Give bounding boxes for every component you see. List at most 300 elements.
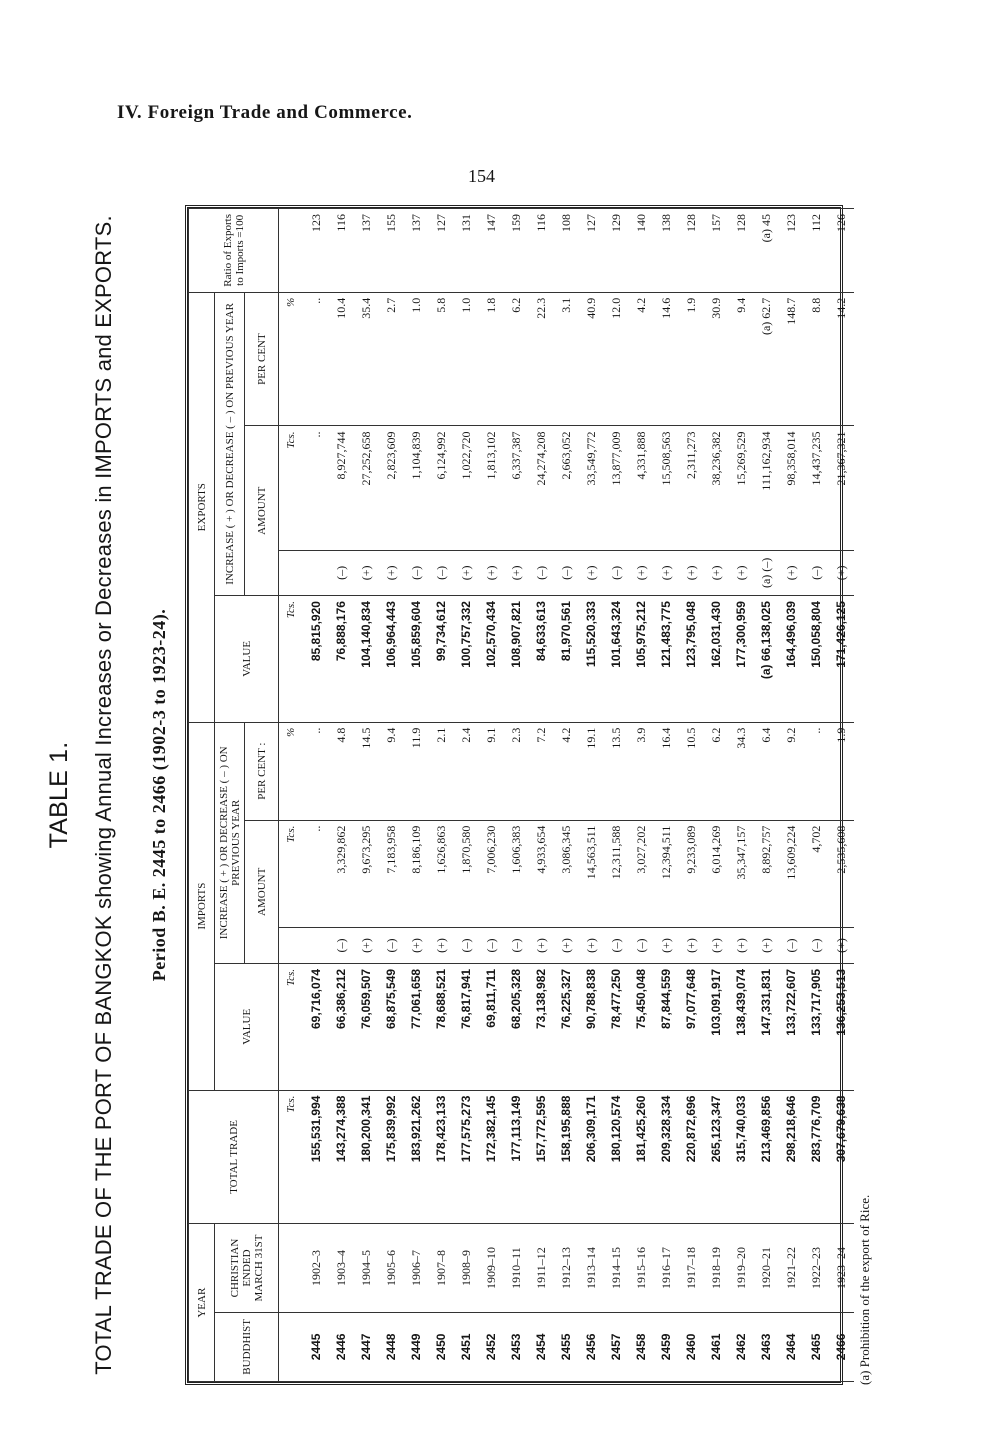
cell-total-trade: 209,328,334: [654, 1090, 679, 1224]
table-row: [354, 209, 379, 1382]
cell-buddhist-year: 2463: [754, 1312, 779, 1381]
unit-tcs: Tcs.: [279, 596, 305, 723]
header-exports-per-cent: PER CENT: [245, 292, 279, 426]
cell-exports-amount: 14,437,235: [804, 426, 829, 550]
cell-exports-sign: (+): [704, 550, 729, 595]
cell-total-trade: 213,469,856: [754, 1090, 779, 1224]
cell-christian-year: 1908–9: [454, 1224, 479, 1312]
cell-christian-year: 1912–13: [554, 1224, 579, 1312]
cell-imports-per-cent: 19.1: [579, 722, 604, 820]
cell-christian-year: 1914–15: [604, 1224, 629, 1312]
cell-exports-amount: 6,124,992: [429, 426, 454, 550]
cell-imports-per-cent: 2.1: [429, 722, 454, 820]
cell-buddhist-year: 2455: [554, 1312, 579, 1381]
table-row: [454, 209, 479, 1382]
cell-christian-year: 1920–21: [754, 1224, 779, 1312]
cell-buddhist-year: 2460: [679, 1312, 704, 1381]
cell-exports-sign: (+): [679, 550, 704, 595]
unit-pct: %: [279, 292, 305, 426]
unit-tcs: Tcs.: [279, 963, 305, 1090]
cell-imports-per-cent: 6.2: [704, 722, 729, 820]
cell-exports-sign: (a) (–): [754, 550, 779, 595]
cell-exports-value: 102,570,434: [479, 596, 504, 723]
header-exports-value: VALUE: [215, 596, 279, 723]
cell-ratio: 108: [554, 209, 579, 293]
cell-buddhist-year: 2449: [404, 1312, 429, 1381]
cell-imports-per-cent: 4.8: [329, 722, 354, 820]
trade-table: [188, 208, 854, 1382]
cell-imports-amount: 7,006,230: [479, 820, 504, 927]
unit-row: [279, 209, 305, 1382]
cell-exports-amount: 15,508,563: [654, 426, 679, 550]
cell-buddhist-year: 2446: [329, 1312, 354, 1381]
cell-exports-amount: 6,337,387: [504, 426, 529, 550]
cell-exports-per-cent: 8.8: [804, 292, 829, 426]
cell-imports-sign: (–): [504, 928, 529, 964]
table-row: [554, 209, 579, 1382]
cell-exports-sign: (–): [329, 550, 354, 595]
cell-imports-sign: (+): [704, 928, 729, 964]
cell-christian-year: 1921–22: [779, 1224, 804, 1312]
table-row: [579, 209, 604, 1382]
cell-exports-per-cent: 30.9: [704, 292, 729, 426]
cell-imports-value: 73,138,982: [529, 963, 554, 1090]
header-imports-amount: AMOUNT: [245, 820, 279, 963]
cell-exports-sign: (+): [379, 550, 404, 595]
cell-exports-value: 115,520,333: [579, 596, 604, 723]
header-ratio: Ratio of Exports to Imports =100: [189, 209, 279, 293]
cell-exports-per-cent: 12.0: [604, 292, 629, 426]
cell-buddhist-year: 2454: [529, 1312, 554, 1381]
cell-exports-per-cent: 10.4: [329, 292, 354, 426]
cell-imports-per-cent: ..: [304, 722, 329, 820]
table-period: Period B. E. 2445 to 2466 (1902-3 to 1923-24).: [149, 608, 169, 982]
cell-ratio: 127: [429, 209, 454, 293]
cell-total-trade: 183,921,262: [404, 1090, 429, 1224]
cell-total-trade: 158,195,888: [554, 1090, 579, 1224]
cell-exports-value: 150,058,804: [804, 596, 829, 723]
table-row: [654, 209, 679, 1382]
cell-exports-per-cent: 1.0: [454, 292, 479, 426]
cell-imports-per-cent: 2.4: [454, 722, 479, 820]
cell-imports-per-cent: 34.3: [729, 722, 754, 820]
cell-buddhist-year: 2456: [579, 1312, 604, 1381]
cell-buddhist-year: 2462: [729, 1312, 754, 1381]
cell-exports-amount: 111,162,934: [754, 426, 779, 550]
unit-tcs: Tcs.: [279, 1090, 305, 1224]
cell-exports-amount: 38,236,382: [704, 426, 729, 550]
cell-christian-year: 1923–24: [829, 1224, 854, 1312]
cell-imports-amount: 8,892,757: [754, 820, 779, 927]
cell-exports-value: 108,907,821: [504, 596, 529, 723]
cell-imports-amount: 1,870,580: [454, 820, 479, 927]
cell-ratio: 116: [529, 209, 554, 293]
cell-exports-amount: 4,331,888: [629, 426, 654, 550]
header-imports-per-cent: PER CENT :: [245, 722, 279, 820]
header-total-trade: TOTAL TRADE: [189, 1090, 279, 1224]
cell-imports-sign: (+): [554, 928, 579, 964]
cell-exports-sign: (+): [729, 550, 754, 595]
cell-exports-value: 105,975,212: [629, 596, 654, 723]
table-row: [729, 209, 754, 1382]
cell-christian-year: 1916–17: [654, 1224, 679, 1312]
cell-ratio: 112: [804, 209, 829, 293]
cell-exports-amount: 1,022,720: [454, 426, 479, 550]
cell-exports-amount: 24,274,208: [529, 426, 554, 550]
table-row: [779, 209, 804, 1382]
cell-exports-amount: 21,367,321: [829, 426, 854, 550]
cell-ratio: 123: [779, 209, 804, 293]
cell-imports-sign: (–): [379, 928, 404, 964]
cell-ratio: 116: [329, 209, 354, 293]
cell-imports-sign: (–): [779, 928, 804, 964]
cell-exports-amount: 15,269,529: [729, 426, 754, 550]
cell-exports-value: 106,964,443: [379, 596, 404, 723]
cell-christian-year: 1915–16: [629, 1224, 654, 1312]
unit-tcs: Tcs.: [279, 426, 305, 550]
cell-exports-sign: (+): [479, 550, 504, 595]
cell-imports-value: 77,061,658: [404, 963, 429, 1090]
cell-buddhist-year: 2453: [504, 1312, 529, 1381]
cell-imports-sign: [304, 928, 329, 964]
cell-exports-sign: (+): [829, 550, 854, 595]
cell-imports-value: 87,844,559: [654, 963, 679, 1090]
cell-imports-amount: 7,183,958: [379, 820, 404, 927]
cell-imports-sign: (–): [629, 928, 654, 964]
cell-christian-year: 1902–3: [304, 1224, 329, 1312]
cell-total-trade: 298,218,646: [779, 1090, 804, 1224]
cell-imports-per-cent: 14.5: [354, 722, 379, 820]
cell-ratio: (a) 45: [754, 209, 779, 293]
cell-buddhist-year: 2464: [779, 1312, 804, 1381]
cell-imports-sign: (+): [579, 928, 604, 964]
cell-imports-per-cent: 4.2: [554, 722, 579, 820]
cell-buddhist-year: 2445: [304, 1312, 329, 1381]
cell-imports-value: 103,091,917: [704, 963, 729, 1090]
cell-imports-amount: 12,311,588: [604, 820, 629, 927]
cell-christian-year: 1904–5: [354, 1224, 379, 1312]
cell-christian-year: 1917–18: [679, 1224, 704, 1312]
cell-imports-value: 147,331,831: [754, 963, 779, 1090]
cell-total-trade: 180,120,574: [604, 1090, 629, 1224]
header-exports: EXPORTS: [189, 292, 215, 722]
cell-ratio: 128: [679, 209, 704, 293]
cell-exports-sign: (–): [554, 550, 579, 595]
cell-exports-value: 99,734,612: [429, 596, 454, 723]
cell-exports-per-cent: 9.4: [729, 292, 754, 426]
cell-total-trade: 181,425,260: [629, 1090, 654, 1224]
cell-imports-per-cent: 6.4: [754, 722, 779, 820]
cell-imports-value: 133,717,905: [804, 963, 829, 1090]
cell-imports-amount: 9,233,089: [679, 820, 704, 927]
cell-total-trade: 175,839,992: [379, 1090, 404, 1224]
table-row: [804, 209, 829, 1382]
cell-exports-value: 162,031,430: [704, 596, 729, 723]
cell-imports-value: 76,059,507: [354, 963, 379, 1090]
cell-exports-sign: (–): [529, 550, 554, 595]
header-exports-amount: AMOUNT: [245, 426, 279, 596]
cell-exports-amount: 8,927,744: [329, 426, 354, 550]
cell-buddhist-year: 2457: [604, 1312, 629, 1381]
cell-ratio: 123: [304, 209, 329, 293]
cell-exports-amount: 2,311,273: [679, 426, 704, 550]
cell-buddhist-year: 2465: [804, 1312, 829, 1381]
cell-imports-amount: 4,933,654: [529, 820, 554, 927]
cell-exports-amount: 98,358,014: [779, 426, 804, 550]
cell-exports-per-cent: 14.2: [829, 292, 854, 426]
cell-christian-year: 1913–14: [579, 1224, 604, 1312]
cell-imports-amount: 35,347,157: [729, 820, 754, 927]
table-frame: [185, 205, 848, 1385]
table-body: [279, 209, 855, 1382]
table-row: [329, 209, 354, 1382]
cell-imports-sign: (+): [529, 928, 554, 964]
cell-imports-value: 133,722,607: [779, 963, 804, 1090]
cell-total-trade: 220,872,696: [679, 1090, 704, 1224]
cell-total-trade: 177,113,149: [504, 1090, 529, 1224]
cell-christian-year: 1922–23: [804, 1224, 829, 1312]
cell-imports-per-cent: 9.1: [479, 722, 504, 820]
cell-imports-value: 68,875,549: [379, 963, 404, 1090]
header-buddhist: BUDDHIST: [215, 1312, 279, 1381]
cell-imports-sign: (–): [804, 928, 829, 964]
cell-christian-year: 1910–11: [504, 1224, 529, 1312]
header-imports: IMPORTS: [189, 722, 215, 1090]
header-imports-value: VALUE: [215, 963, 279, 1090]
cell-exports-per-cent: 22.3: [529, 292, 554, 426]
cell-ratio: 147: [479, 209, 504, 293]
cell-buddhist-year: 2450: [429, 1312, 454, 1381]
cell-imports-amount: 8,186,109: [404, 820, 429, 927]
cell-imports-per-cent: 13.5: [604, 722, 629, 820]
cell-christian-year: 1905–6: [379, 1224, 404, 1312]
cell-ratio: 126: [829, 209, 854, 293]
header-year: YEAR: [189, 1224, 215, 1382]
cell-imports-per-cent: ..: [804, 722, 829, 820]
cell-christian-year: 1907–8: [429, 1224, 454, 1312]
cell-buddhist-year: 2466: [829, 1312, 854, 1381]
cell-ratio: 131: [454, 209, 479, 293]
cell-exports-value: 81,970,561: [554, 596, 579, 723]
cell-ratio: 129: [604, 209, 629, 293]
cell-imports-amount: 3,086,345: [554, 820, 579, 927]
cell-imports-amount: ..: [304, 820, 329, 927]
cell-ratio: 127: [579, 209, 604, 293]
rotated-table-page: [45, 205, 945, 1385]
cell-imports-value: 136,253,513: [829, 963, 854, 1090]
cell-imports-sign: (+): [654, 928, 679, 964]
table-row: [529, 209, 554, 1382]
cell-exports-value: 104,140,834: [354, 596, 379, 723]
cell-christian-year: 1903–4: [329, 1224, 354, 1312]
cell-exports-per-cent: 3.1: [554, 292, 579, 426]
cell-imports-amount: 1,606,383: [504, 820, 529, 927]
cell-exports-sign: (–): [604, 550, 629, 595]
cell-exports-sign: (+): [654, 550, 679, 595]
cell-imports-per-cent: 2.3: [504, 722, 529, 820]
cell-ratio: 138: [654, 209, 679, 293]
cell-christian-year: 1906–7: [404, 1224, 429, 1312]
cell-total-trade: 180,200,341: [354, 1090, 379, 1224]
cell-exports-sign: (–): [404, 550, 429, 595]
table-row: [629, 209, 654, 1382]
cell-ratio: 155: [379, 209, 404, 293]
cell-exports-sign: (+): [504, 550, 529, 595]
cell-imports-sign: (+): [679, 928, 704, 964]
cell-imports-sign: (–): [454, 928, 479, 964]
cell-imports-sign: (–): [479, 928, 504, 964]
cell-exports-per-cent: 148.7: [779, 292, 804, 426]
section-header: IV. Foreign Trade and Commerce.: [117, 102, 413, 123]
cell-exports-per-cent: 2.7: [379, 292, 404, 426]
cell-imports-amount: 12,394,511: [654, 820, 679, 927]
cell-exports-value: 164,496,039: [779, 596, 804, 723]
cell-exports-value: 123,795,048: [679, 596, 704, 723]
cell-christian-year: 1919–20: [729, 1224, 754, 1312]
cell-exports-amount: 1,813,102: [479, 426, 504, 550]
cell-exports-amount: 27,252,658: [354, 426, 379, 550]
cell-exports-sign: (–): [804, 550, 829, 595]
table-row: [704, 209, 729, 1382]
cell-buddhist-year: 2451: [454, 1312, 479, 1381]
cell-imports-value: 97,077,648: [679, 963, 704, 1090]
cell-total-trade: 157,772,595: [529, 1090, 554, 1224]
table-row: [429, 209, 454, 1382]
cell-total-trade: 172,382,145: [479, 1090, 504, 1224]
cell-imports-value: 75,450,048: [629, 963, 654, 1090]
cell-total-trade: 265,123,347: [704, 1090, 729, 1224]
cell-ratio: 137: [404, 209, 429, 293]
cell-imports-value: 68,205,328: [504, 963, 529, 1090]
cell-imports-amount: 1,626,863: [429, 820, 454, 927]
cell-exports-per-cent: 1.8: [479, 292, 504, 426]
cell-total-trade: 283,776,709: [804, 1090, 829, 1224]
cell-imports-value: 76,225,327: [554, 963, 579, 1090]
cell-imports-per-cent: 9.4: [379, 722, 404, 820]
cell-christian-year: 1911–12: [529, 1224, 554, 1312]
cell-imports-per-cent: 7.2: [529, 722, 554, 820]
page-number: 154: [468, 166, 495, 186]
cell-exports-amount: 2,663,052: [554, 426, 579, 550]
cell-christian-year: 1918–19: [704, 1224, 729, 1312]
cell-buddhist-year: 2459: [654, 1312, 679, 1381]
cell-imports-value: 69,716,074: [304, 963, 329, 1090]
table-row: [379, 209, 404, 1382]
cell-imports-per-cent: 11.9: [404, 722, 429, 820]
cell-exports-amount: 13,877,009: [604, 426, 629, 550]
cell-imports-amount: 13,609,224: [779, 820, 804, 927]
cell-ratio: 159: [504, 209, 529, 293]
cell-exports-sign: (+): [579, 550, 604, 595]
cell-imports-amount: 14,563,511: [579, 820, 604, 927]
cell-imports-sign: (+): [429, 928, 454, 964]
cell-imports-value: 78,688,521: [429, 963, 454, 1090]
header-christian: CHRISTIAN ENDED MARCH 31ST: [215, 1224, 279, 1312]
cell-exports-per-cent: 35.4: [354, 292, 379, 426]
cell-exports-amount: ..: [304, 426, 329, 550]
cell-ratio: 137: [354, 209, 379, 293]
cell-total-trade: 155,531,994: [304, 1090, 329, 1224]
cell-buddhist-year: 2458: [629, 1312, 654, 1381]
table-row: [679, 209, 704, 1382]
table-row: [404, 209, 429, 1382]
cell-exports-amount: 2,823,609: [379, 426, 404, 550]
cell-buddhist-year: 2447: [354, 1312, 379, 1381]
cell-exports-sign: [304, 550, 329, 595]
cell-total-trade: 307,679,638: [829, 1090, 854, 1224]
cell-imports-sign: (–): [329, 928, 354, 964]
cell-imports-sign: (+): [729, 928, 754, 964]
cell-exports-per-cent: 4.2: [629, 292, 654, 426]
cell-exports-per-cent: ..: [304, 292, 329, 426]
table-title: TOTAL TRADE OF THE PORT OF BANGKOK showing Annual Increases or Decreases in IMPORTS and EXPORTS.: [91, 215, 116, 1375]
cell-exports-value: 101,643,324: [604, 596, 629, 723]
cell-imports-amount: 4,702: [804, 820, 829, 927]
table-row: [604, 209, 629, 1382]
cell-exports-sign: (+): [354, 550, 379, 595]
table-row: [754, 209, 779, 1382]
cell-imports-amount: 9,673,295: [354, 820, 379, 927]
cell-total-trade: 315,740,033: [729, 1090, 754, 1224]
cell-imports-amount: 2,535,608: [829, 820, 854, 927]
unit-tcs: Tcs.: [279, 820, 305, 927]
cell-ratio: 140: [629, 209, 654, 293]
cell-exports-value: 121,483,775: [654, 596, 679, 723]
table-label: TABLE 1.: [45, 741, 73, 849]
cell-imports-value: 90,788,838: [579, 963, 604, 1090]
cell-buddhist-year: 2452: [479, 1312, 504, 1381]
cell-exports-per-cent: 6.2: [504, 292, 529, 426]
footnote: (a) Prohibition of the export of Rice.: [857, 1194, 872, 1385]
cell-christian-year: 1909–10: [479, 1224, 504, 1312]
cell-exports-value: 171,426,125: [829, 596, 854, 723]
cell-imports-sign: (+): [354, 928, 379, 964]
cell-imports-amount: 6,014,269: [704, 820, 729, 927]
cell-imports-per-cent: 9.2: [779, 722, 804, 820]
cell-total-trade: 206,309,171: [579, 1090, 604, 1224]
cell-imports-sign: (+): [754, 928, 779, 964]
cell-exports-sign: (–): [429, 550, 454, 595]
cell-exports-amount: 33,549,772: [579, 426, 604, 550]
cell-imports-amount: 3,027,202: [629, 820, 654, 927]
cell-exports-per-cent: (a) 62.7: [754, 292, 779, 426]
cell-ratio: 157: [704, 209, 729, 293]
cell-exports-per-cent: 40.9: [579, 292, 604, 426]
cell-imports-amount: 3,329,862: [329, 820, 354, 927]
cell-imports-sign: (+): [829, 928, 854, 964]
cell-exports-value: 105,859,604: [404, 596, 429, 723]
cell-total-trade: 177,575,273: [454, 1090, 479, 1224]
cell-exports-per-cent: 14.6: [654, 292, 679, 426]
table-row: [829, 209, 854, 1382]
cell-buddhist-year: 2448: [379, 1312, 404, 1381]
cell-exports-value: 100,757,332: [454, 596, 479, 723]
table-row: [479, 209, 504, 1382]
cell-imports-sign: (+): [404, 928, 429, 964]
cell-imports-per-cent: 16.4: [654, 722, 679, 820]
cell-imports-per-cent: 1.9: [829, 722, 854, 820]
cell-buddhist-year: 2461: [704, 1312, 729, 1381]
header-exports-inc-dec: INCREASE ( + ) OR DECREASE ( – ) ON PREVIOUS YEAR: [215, 292, 245, 595]
cell-imports-per-cent: 10.5: [679, 722, 704, 820]
cell-exports-amount: 1,104,839: [404, 426, 429, 550]
cell-imports-value: 76,817,941: [454, 963, 479, 1090]
header-imports-inc-dec: INCREASE ( + ) OR DECREASE ( – ) ON PREVIOUS YEAR: [215, 722, 245, 963]
cell-total-trade: 178,423,133: [429, 1090, 454, 1224]
cell-exports-per-cent: 1.9: [679, 292, 704, 426]
cell-imports-value: 69,811,711: [479, 963, 504, 1090]
cell-exports-value: 85,815,920: [304, 596, 329, 723]
